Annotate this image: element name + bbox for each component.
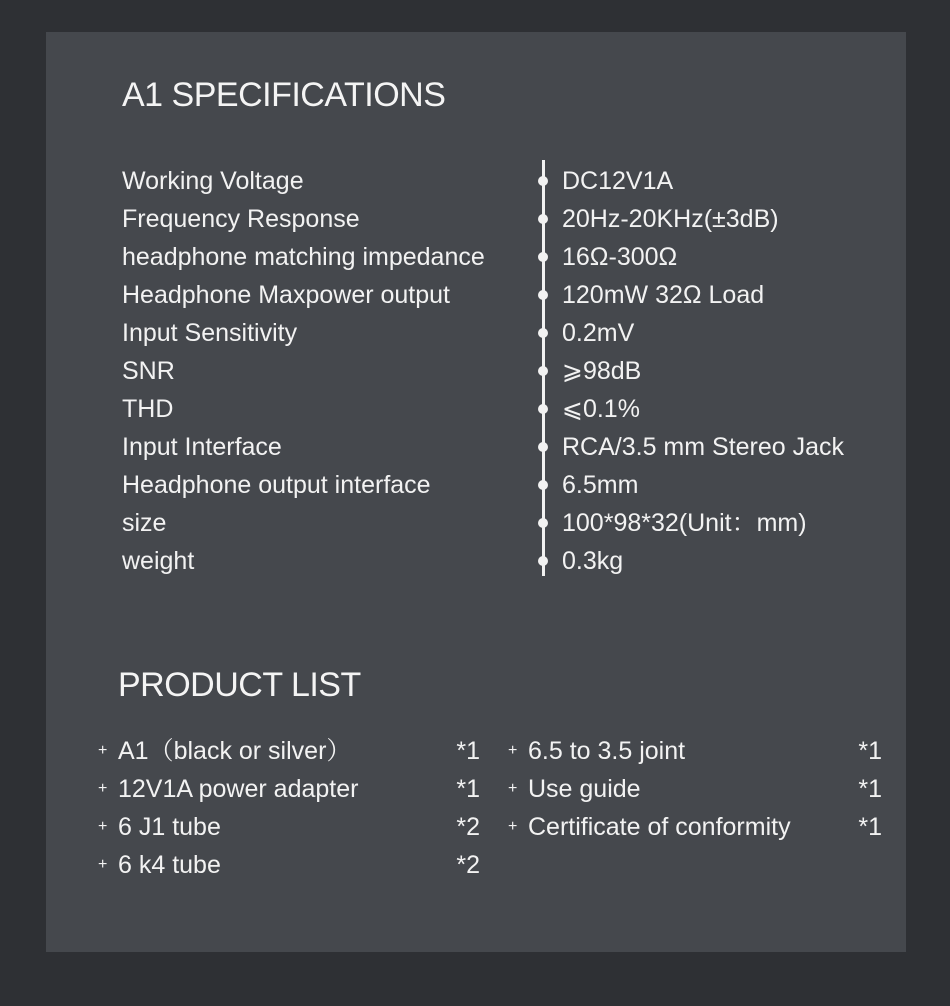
spec-value-snr <box>540 352 844 390</box>
list-item <box>508 808 882 846</box>
spec-label-maxpower-output: Headphone Maxpower output <box>122 281 451 309</box>
bullet-dot-icon <box>538 366 548 376</box>
list-item <box>98 732 480 770</box>
spec-value-headphone-output-interface <box>540 466 844 504</box>
spec-value-text: DC12V1A <box>562 167 674 195</box>
spec-value-weight <box>540 542 844 580</box>
bullet-dot-icon <box>538 328 548 338</box>
list-item-quantity: *2 <box>456 813 480 841</box>
spec-value-text: ⩽0.1% <box>562 395 640 423</box>
spec-label-impedance: headphone matching impedance <box>122 243 485 271</box>
spec-label-headphone-output-interface: Headphone output interface <box>122 471 431 499</box>
list-item-quantity: *2 <box>456 851 480 879</box>
plus-icon: + <box>98 780 108 797</box>
list-item-name: 6 k4 tube <box>118 851 221 879</box>
product-list-left-column <box>98 732 480 884</box>
list-item-name: 12V1A power adapter <box>118 775 359 803</box>
product-list-right-column <box>508 732 882 846</box>
bullet-dot-icon <box>538 518 548 528</box>
spec-value-impedance <box>540 238 844 276</box>
list-item <box>508 770 882 808</box>
bullet-dot-icon <box>538 290 548 300</box>
list-item <box>98 846 480 884</box>
bullet-dot-icon <box>538 556 548 566</box>
spec-label-size: size <box>122 509 167 537</box>
spec-value-text: 20Hz-20KHz(±3dB) <box>562 205 779 233</box>
plus-icon: + <box>98 818 108 835</box>
spec-value-text: 16Ω-300Ω <box>562 243 678 271</box>
list-item-quantity: *1 <box>858 813 882 841</box>
spec-value-text: ⩾98dB <box>562 357 642 385</box>
spec-value-text: 100*98*32(Unit：mm) <box>562 509 807 537</box>
list-item <box>508 732 882 770</box>
product-list-title: PRODUCT LIST <box>118 666 361 704</box>
spec-value-text: 0.3kg <box>562 547 624 575</box>
spec-label-frequency-response: Frequency Response <box>122 205 360 233</box>
list-item-quantity: *1 <box>858 775 882 803</box>
bullet-dot-icon <box>538 252 548 262</box>
spec-label-column <box>122 162 485 580</box>
spec-value-input-sensitivity <box>540 314 844 352</box>
spec-value-working-voltage <box>540 162 844 200</box>
list-item-name: A1（black or silver） <box>118 737 352 765</box>
spec-value-text: 120mW 32Ω Load <box>562 281 765 309</box>
spec-label-snr: SNR <box>122 357 175 385</box>
list-item <box>98 770 480 808</box>
list-item-name: Certificate of conformity <box>528 813 791 841</box>
spec-value-column <box>540 162 844 580</box>
spec-value-thd <box>540 390 844 428</box>
bullet-dot-icon <box>538 404 548 414</box>
bullet-dot-icon <box>538 214 548 224</box>
spec-value-text: RCA/3.5 mm Stereo Jack <box>562 433 845 461</box>
list-item-name: Use guide <box>528 775 641 803</box>
spec-label-thd: THD <box>122 395 174 423</box>
spec-value-text: 0.2mV <box>562 319 635 347</box>
spec-value-frequency-response <box>540 200 844 238</box>
list-item <box>98 808 480 846</box>
bullet-dot-icon <box>538 176 548 186</box>
bullet-dot-icon <box>538 442 548 452</box>
specifications-title: A1 SPECIFICATIONS <box>122 76 446 114</box>
plus-icon: + <box>508 780 518 797</box>
spec-label-input-interface: Input Interface <box>122 433 282 461</box>
spec-value-maxpower-output <box>540 276 844 314</box>
bullet-dot-icon <box>538 480 548 490</box>
list-item-quantity: *1 <box>456 737 480 765</box>
plus-icon: + <box>98 856 108 873</box>
list-item-quantity: *1 <box>456 775 480 803</box>
spec-label-working-voltage: Working Voltage <box>122 167 304 195</box>
spec-value-size <box>540 504 844 542</box>
plus-icon: + <box>508 742 518 759</box>
spec-value-input-interface <box>540 428 844 466</box>
list-item-name: 6 J1 tube <box>118 813 221 841</box>
spec-value-text: 6.5mm <box>562 471 639 499</box>
spec-label-input-sensitivity: Input Sensitivity <box>122 319 298 347</box>
plus-icon: + <box>98 742 108 759</box>
list-item-quantity: *1 <box>858 737 882 765</box>
plus-icon: + <box>508 818 518 835</box>
spec-label-weight: weight <box>122 547 195 575</box>
spec-panel <box>46 32 906 952</box>
list-item-name: 6.5 to 3.5 joint <box>528 737 686 765</box>
